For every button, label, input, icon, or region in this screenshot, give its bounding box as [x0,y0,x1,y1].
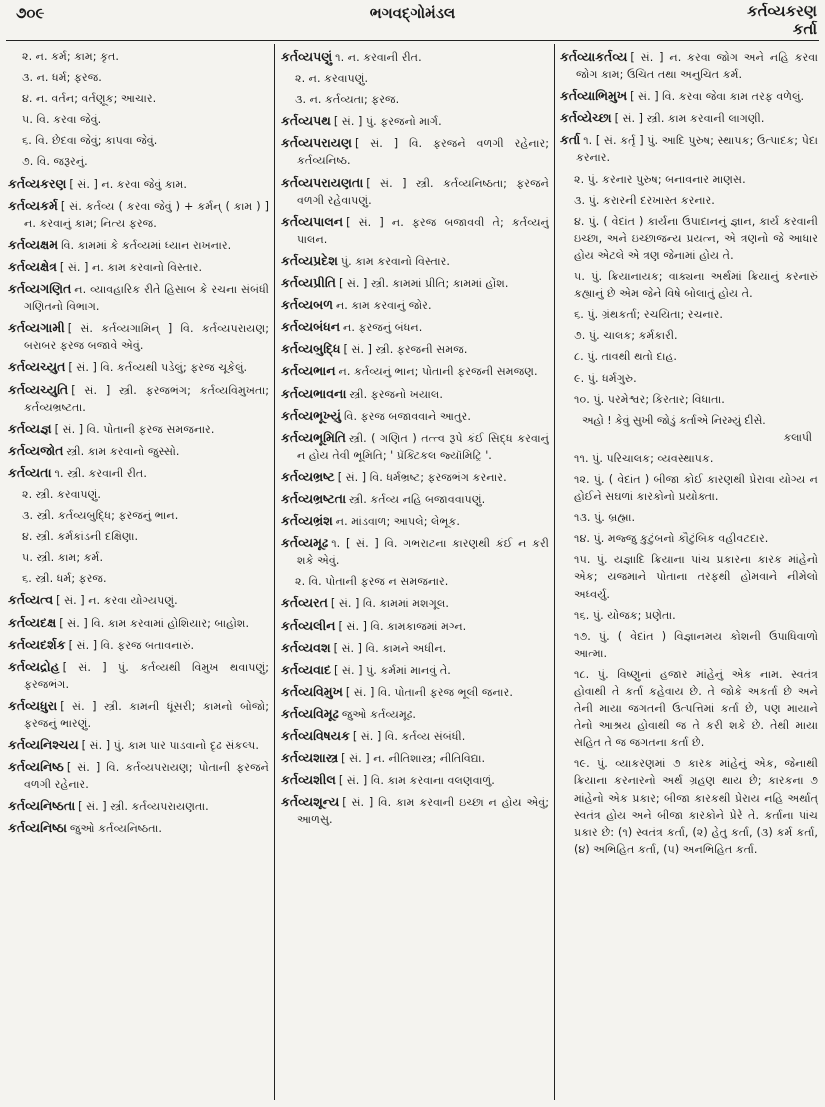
dictionary-entry [281,252,549,270]
definition-text: ૧૨. પું. ( વેદાંત ) બીજા કોઈ કારણથી પ્રેરાવા યોગ્ય ન હોઈને સઘળાં કારકોનો પ્રયોક્તા. [574,472,818,504]
definition-text: ૫. વિ. કરવા જેવું. [22,113,102,127]
headword: કર્તા [560,132,581,148]
definition-text: ૨. વિ. પોતાની ફરજ ન સમજનાર. [295,575,449,589]
definition-text: [ સં. ] સ્ત્રી. કામ કરવાની લાગણી. [614,112,765,126]
headword: કર્તવ્યમૂઢ [281,535,329,551]
headword: કર્તવ્યપાલન [281,213,344,229]
headword: કર્તવ્યપથ [281,113,331,129]
dictionary-entry [281,512,549,530]
dictionary-entry [8,614,269,632]
definition-text: [ સં. ] વિ. કામ કરવાની ઇચ્છા ન હોય એવું; આળસુ. [297,796,549,827]
column-divider-2 [554,44,555,1100]
headword: કર્તવ્યવશ [281,639,331,655]
definition-text: [ સં. ] ન. કરવા જેવું કામ. [69,177,187,191]
definition-text: ૧. સ્ત્રી. કરવાની રીત. [54,466,147,480]
sense-definition [281,70,549,87]
headword: કર્તવ્યતા [8,464,52,480]
dictionary-entry [8,442,269,460]
sense-definition [560,192,818,209]
quotation-text: અહો ! કેવું સુખી જોડું કર્તાએ નિરમ્યું દીસે. [582,413,766,427]
dictionary-entry [281,468,549,486]
dictionary-entry [8,258,269,276]
dictionary-entry [281,48,549,66]
definition-text: [ સં. ] ન. કરવા યોગ્યપણું. [56,594,178,608]
definition-text: ન. ફરજનું બંધન. [343,321,423,335]
headword: કર્તવ્યશૂન્ય [281,794,340,810]
headword: કર્તવ્યભાન [281,363,336,379]
sense-definition [560,306,818,323]
headword: કર્તવ્યબળ [281,297,333,313]
definition-text: ૧૮. પું. વિષ્ણુનાં હજાર માંહેનું એક નામ. સ્વતંત્ર હોવાથી તે કર્તા કહેવાય છે. તે જોકે અકર્તા છે અને તેની માયા જગતની ઉત્પત્તિમાં કર્તા છે, પણ માયાને તેનો આશ્રય હોવાથી જ તે કરી શકે છે. તેથી માયા સહિત તે જ જગતના કર્તા છે. [574,667,818,750]
sense-definition [560,268,818,302]
dictionary-entry [281,793,549,828]
quotation [560,412,818,446]
sense-definition [8,132,269,149]
definition-text: ૩. ન. ધર્મ; ફરજ. [22,71,102,85]
definition-text: ૫. સ્ત્રી. કામ; કર્મ. [22,551,104,565]
definition-text: ૨. ન. કર્મ; કામ; કૃત. [22,50,119,63]
sense-definition [560,666,818,751]
sense-definition [560,509,818,526]
definition-text: [ સં. ] સ્ત્રી. કર્તવ્યનિષ્ઠતા; ફરજને વળગી રહેવાપણું. [297,176,549,207]
definition-text: ૧૧. પું. પરિચાલક; વ્યવસ્થાપક. [574,451,714,465]
dictionary-entry [281,534,549,569]
sense-definition [8,90,269,107]
headword: કર્તવ્યભાવના [281,385,347,401]
dictionary-entry [281,213,549,248]
headword: કર્તવ્યચ્યુતિ [8,381,69,397]
definition-text: [ સં. ] વિ. ફરજને વળગી રહેનાર; કર્તવ્યનિષ્ઠ. [297,137,549,168]
headword: કર્તવ્યાભિમુખ [560,88,628,104]
headword: કર્તવ્યજ્ઞ [8,420,52,436]
dictionary-entry [281,112,549,130]
headword: કર્તવ્યત્વ [8,592,54,608]
definition-text: પું. કામ કરવાનો વિસ્તાર. [340,254,450,268]
dictionary-entry [281,174,549,209]
headword: કર્તવ્યનિષ્ઠતા [8,798,76,814]
sense-definition [8,528,269,545]
definition-text: [ સં. ] વિ. કરવા જેવા કામ તરફ વળેલું. [630,90,805,104]
headword: કર્તવ્યરત [281,595,328,611]
headword: કર્તવ્યપ્રદેશ [281,252,338,268]
page-header [0,0,825,38]
definition-text: ૪. પું. ( વેદાંત ) કાર્યના ઉપાદાનનું જ્ઞાન, કાર્ય કરવાની ઇચ્છા, અને ઇચ્છાજન્ય પ્રયત્ન, એ ત્રણનો જે આધાર હોય એટલે એ ત્રણ જેનામાં હોય તે. [574,214,818,262]
sense-definition [281,573,549,590]
headword: કર્તવ્યબુદ્ધિ [281,341,341,357]
dictionary-entry [281,594,549,612]
definition-text: ૭. વિ. જરૂરનું. [22,155,88,169]
dictionary-entry [8,420,269,438]
definition-text: ૧૯. પું. વ્યાકરણમાં ૭ કારક માંહેનું એક, જેનાથી ક્રિયાના કરનારનો અર્થ ગ્રહણ થાય છે; કારકના ૭ માંહેનો એક પ્રકાર; બીજા કારકથી પ્રેરાય નહિ અર્થાત્ સ્વતંત્ર હોય અને બીજા કારકોને પ્રેરે તે. કર્તાના પાંચ પ્રકાર છે: (૧) સ્વતંત્ર કર્તા, (૨) હેતુ કર્તા, (૩) કર્મ કર્તા, (૪) અભિહિત કર્તા, (૫) અનભિહિત કર્તા. [574,757,818,856]
header-rule [6,40,819,41]
sense-definition [560,607,818,624]
definition-text: ૧. [ સં. કર્તૃ ] પું. આદિ પુરુષ; સ્થાપક; ઉત્પાદક; પેદા કરનાર. [576,134,818,165]
definition-text: ૧૫. પું. યજ્ઞાદિ ક્રિયાના પાંચ પ્રકારના કારક માંહેનો એક; યજમાને પોતાના તરફથી હોમવાને નીમેલો અધ્વર્યુ. [574,553,818,601]
guide-words [747,2,817,38]
dictionary-entry [8,797,269,815]
dictionary-entry [8,280,269,315]
dictionary-entry [281,490,549,508]
dictionary-entry [281,705,549,723]
dictionary-entry [281,296,549,314]
dictionary-entry [8,636,269,654]
definition-text: [ સં. ] સ્ત્રી. કામની ધૂંસરી; કામનો બોજો; ફરજનું ભારણું. [24,699,269,730]
headword: કર્તવ્યક્ષેત્ર [8,258,57,274]
headword: કર્તવ્યેચ્છા [560,110,612,126]
definition-text: [ સં. ] વિ. કામમાં મશગૂલ. [330,597,449,611]
definition-text: [ સં. ] વિ. પોતાની ફરજ ભૂલી જનાર. [345,685,513,699]
dictionary-entry [560,48,818,83]
headword: કર્તવ્યધુરા [8,697,58,713]
definition-text: [ સં. ] સ્ત્રી. કર્તવ્યપરાયણતા. [78,800,209,814]
column-1 [8,48,269,1100]
definition-text: [ સં. ] વિ. કર્તવ્યથી પડેલું; ફરજ ચૂકેલું. [68,361,248,375]
definition-text: [ સં. ] પું. કર્મમાં માનવું તે. [334,663,451,677]
definition-text: સ્ત્રી. ( ગણિત ) તત્ત્વ રૂપે કંઈ સિદ્ધ કરવાનું ન હોય તેવી ભૂમિતિ; ' પ્રૅક્ટિકલ જ્યૉમિટ્રિ '. [297,431,549,462]
dictionary-entry [8,819,269,837]
definition-text: ૯. પું. ધર્મગુરુ. [574,371,637,385]
dictionary-entry [281,617,549,635]
headword: કર્તવ્યભૂખ્યું [281,407,341,423]
headword: કર્તવ્યકર્મ [8,197,58,213]
dictionary-entry [560,109,818,127]
dictionary-entry [8,197,269,232]
definition-text: [ સં. ] વિ. કામકાજમાં મગ્ન. [338,619,467,633]
definition-text: ૩. સ્ત્રી. કર્તવ્યબુદ્ધિ; ફરજનું ભાન. [22,509,179,523]
dictionary-entry [8,464,269,482]
dictionary-entry [281,274,549,292]
dictionary-entry [8,591,269,609]
definition-text: ૩. ન. કર્તવ્યતા; ફરજ. [295,93,400,107]
headword: કર્તવ્યવિમુખ [281,683,343,699]
definition-text: ૬. સ્ત્રી. ધર્મ; ફરજ. [22,572,107,586]
definition-text: ૪. ન. વર્તન; વર્તણૂક; આચાર. [22,92,157,106]
sense-definition [8,549,269,566]
dictionary-entry [8,236,269,254]
dictionary-entry [8,736,269,754]
definition-text: ૨. ન. કરવાપણું. [295,72,369,86]
definition-text: ન. કર્તવ્યનું ભાન; પોતાની ફરજની સમજણ. [338,365,538,379]
headword: કર્તવ્યક્ષમ [8,236,59,252]
headword: કર્તવ્યબંધન [281,319,341,335]
definition-text: ૫. પું. ક્રિયાનાયક; વાક્યના અર્થમાં ક્રિયાનું કરનારું કહ્યાનું છે એમ જેને વિષે બોલાતું હોય તે. [574,270,818,301]
definition-text: [ સં. ] સ્ત્રી. ફરજની સમજ. [343,343,468,357]
definition-text: ન. માંડવાળ; આપલે; લેભૂક. [335,515,460,529]
dictionary-entry [281,661,549,679]
definition-text: [ સં. ] સ્ત્રી. કામમાં પ્રીતિ; કામમાં હોંશ. [338,277,509,291]
dictionary-entry [281,749,549,767]
sense-definition [560,327,818,344]
dictionary-entry [281,362,549,380]
definition-text: [ સં. ] પું. ફરજનો માર્ગ. [333,115,442,129]
definition-text: [ સં. ] વિ. કર્તવ્ય સંબંધી. [352,730,466,743]
headword: કર્તવ્યવિમૂઢ [281,705,339,721]
definition-text: ૧૦. પું. પરમેશ્વર; કિરતાર; વિધાતા. [574,392,725,406]
dictionary-entry [281,385,549,403]
definition-text: ૨. પું. કરનાર પુરુષ; બનાવનાર માણસ. [574,172,746,186]
dictionary-entry [8,697,269,732]
definition-text: [ સં. ] વિ. કામ કરવામાં હોશિયાર; બાહોશ. [59,616,250,630]
headword: કર્તવ્યદ્રોહ [8,658,60,674]
dictionary-entry [560,131,818,166]
dictionary-entry [8,358,269,376]
quotation-source: કલાપી [783,430,812,444]
definition-text: વિ. ફરજ બજાવવાને આતુર. [343,409,471,423]
definition-text: [ સં. કર્તવ્ય ( કરવા જેવું ) + કર્મન્ ( કામ ) ] ન. કરવાનું કામ; નિત્ય ફરજ. [24,199,269,230]
dictionary-entry [8,658,269,693]
definition-text: [ સં. ] ન. કરવા જોગ અને નહિ કરવા જોગ કામ; ઉચિત તથા અનુચિત કર્મ. [576,51,818,82]
definition-text: વિ. કામમાં કે કર્તવ્યમાં ધ્યાન રાખનાર. [61,238,232,252]
dictionary-entry [281,407,549,425]
definition-text: ૨. સ્ત્રી. કરવાપણું. [22,487,101,501]
sense-definition [8,111,269,128]
headword: કર્તવ્યશાસ્ત્ર [281,750,339,766]
column-3 [560,48,818,1100]
headword: કર્તવ્યગામી [8,320,65,336]
dictionary-entry [8,381,269,416]
definition-text: [ સં. ] વિ. ધર્મભ્રષ્ટ; ફરજભંગ કરનાર. [337,470,507,484]
dictionary-entry [281,639,549,657]
dictionary-entry [281,683,549,701]
definition-text: ન. કામ કરવાનું જોર. [335,299,432,313]
sense-definition [560,348,818,365]
sense-definition [560,628,818,662]
definition-text: [ સં. ] વિ. પોતાની ફરજ સમજનાર. [54,422,215,436]
headword: કર્તવ્યભ્રષ્ટ [281,468,335,484]
guide-word-last: કર્તા [792,20,817,38]
page-number: ૭૦૯ [16,4,45,22]
dictionary-entry [560,87,818,105]
sense-definition [8,48,269,65]
sense-definition [560,551,818,602]
definition-text: [ સં. ] વિ. કામ કરવાના વલણવાળું. [338,774,495,788]
definition-text: સ્ત્રી. કામ કરવાનો જુસ્સો. [66,444,180,458]
headword: કર્તવ્યપ્રીતિ [281,275,336,291]
definition-text: ૧૩. પું. બ્રહ્મા. [574,511,636,525]
definition-text: ૪. સ્ત્રી. કર્મકાંડની દક્ષિણા. [22,530,139,544]
sense-definition [560,171,818,188]
definition-text: [ સં. ] સ્ત્રી. ફરજભંગ; કર્તવ્યવિમુખતા; કર્તવ્યભ્રષ્ટતા. [24,383,269,414]
definition-text: [ સં. ] પું. કામ પાર પાડવાનો દૃઢ સંકલ્પ. [81,739,259,753]
definition-text: ૧૪. પું. મજ્જુ કુટુંબનો કૌટુંબિક વહીવટદાર. [574,532,769,546]
sense-definition [560,391,818,408]
headword: કર્તવ્યભૂમિતિ [281,429,346,445]
headword: કર્તવ્યકરણ [8,175,67,191]
definition-text: ન. વ્યાવહારિક રીતે હિસાબ કે રચના સંબંધી ગણિતનો વિભાગ. [24,283,269,314]
column-divider-1 [274,44,275,1100]
dictionary-entry [281,340,549,358]
dictionary-entry [8,319,269,354]
sense-definition [560,755,818,858]
definition-text: ૮. પું. તાવથી થતો દાહ. [574,350,677,364]
definition-text: [ સં. ] વિ. કર્તવ્યપરાયણ; પોતાની ફરજને વળગી રહેનાર. [24,761,269,792]
definition-text: [ સં. ] વિ. કામને અધીન. [333,641,447,655]
headword: કર્તવ્યનિષ્ઠા [8,820,67,836]
definition-text: ૩. પું. કરારની દરખાસ્ત કરનાર. [574,193,715,207]
headword: કર્તવ્યજોત [8,442,64,458]
definition-text: ૧. [ સં. ] વિ. ગભરાટના કારણથી કંઈ ન કરી શકે એવું. [297,537,549,568]
definition-text: ૧૬. પું. યોજક; પ્રણેતા. [574,608,676,622]
sense-definition [8,69,269,86]
headword: કર્તવ્યલીન [281,617,336,633]
headword: કર્તવ્યનિશ્ચય [8,737,79,753]
headword: કર્તવ્યનિષ્ઠ [8,759,64,775]
headword: કર્તવ્યશીલ [281,772,336,788]
sense-definition [560,370,818,387]
definition-text: [ સં. ] ન. કામ કરવાનો વિસ્તાર. [59,260,203,274]
headword: કર્તવ્યગણિત [8,281,72,297]
headword: કર્તવ્યભ્રંશ [281,513,333,529]
dictionary-entry [8,175,269,193]
dictionary-entry [281,771,549,789]
headword: કર્તવ્યવાદ [281,661,331,677]
headword: કર્તવ્યવિષયક [281,728,350,743]
headword: કર્તવ્યભ્રષ્ટતા [281,490,347,506]
headword: કર્તવ્યચ્યુત [8,359,66,375]
headword: કર્તવ્યાકર્તવ્ય [560,49,628,64]
sense-definition [560,213,818,264]
definition-text: ૬. પું. ગ્રંથકર્તા; રચયિતા; રચનાર. [574,308,723,322]
definition-text: [ સં. ] પું. કર્તવ્યથી વિમુખ થવાપણું; ફરજભંગ. [24,660,269,691]
sense-definition [8,507,269,524]
definition-text: [ સં. ] ન. નીતિશાસ્ત્ર; નીતિવિદ્યા. [341,752,486,766]
definition-text: સ્ત્રી. ફરજનો ખયાલ. [349,387,443,401]
sense-definition [8,486,269,503]
sense-definition [8,570,269,587]
sense-definition [281,91,549,108]
sense-definition [560,530,818,547]
headword: કર્તવ્યદક્ષ [8,614,57,630]
definition-text: ૬. વિ. છેદવા જેવું; કાપવા જેવું. [22,134,158,148]
sense-definition [560,471,818,505]
definition-text: [ સં. ] ન. ફરજ બજાવવી તે; કર્તવ્યનું પાલન. [297,215,549,246]
definition-text: જુઓ કર્તવ્યમૂઢ. [341,707,416,721]
dictionary-entry [8,758,269,793]
dictionary-entry [281,134,549,169]
headword: કર્તવ્યપરાયણ [281,135,352,151]
guide-word-first: કર્તવ્યકરણ [746,2,817,20]
sense-definition [8,153,269,170]
definition-text: જુઓ કર્તવ્યનિષ્ઠતા. [69,822,162,836]
sense-definition [560,450,818,467]
definition-text: [ સં. કર્તવ્યગામિન્ ] વિ. કર્તવ્યપરાયણ; બરાબર ફરજ બજાવે એવું. [24,322,269,353]
dictionary-entry [281,429,549,464]
dictionary-title: ભગવદ્ગોમંડલ [369,4,456,22]
definition-text: ૭. પું. ચાલક; કર્મકારી. [574,329,678,343]
headword: કર્તવ્યદર્શક [8,636,66,652]
definition-text: ૧૭. પું. ( વેદાંત ) વિજ્ઞાનમય કોશની ઉપાધિવાળો આત્મા. [574,629,818,660]
dictionary-entry [281,318,549,336]
definition-text: સ્ત્રી. કર્તવ્ય નહિ બજાવવાપણું. [349,492,486,506]
column-2 [281,48,549,1100]
headword: કર્તવ્યપણું [281,49,333,64]
headword: કર્તવ્યપરાયણતા [281,174,364,190]
definition-text: ૧. ન. કરવાની રીત. [335,51,422,64]
definition-text: [ સં. ] વિ. ફરજ બતાવનારું. [68,638,195,652]
dictionary-entry [281,727,549,745]
